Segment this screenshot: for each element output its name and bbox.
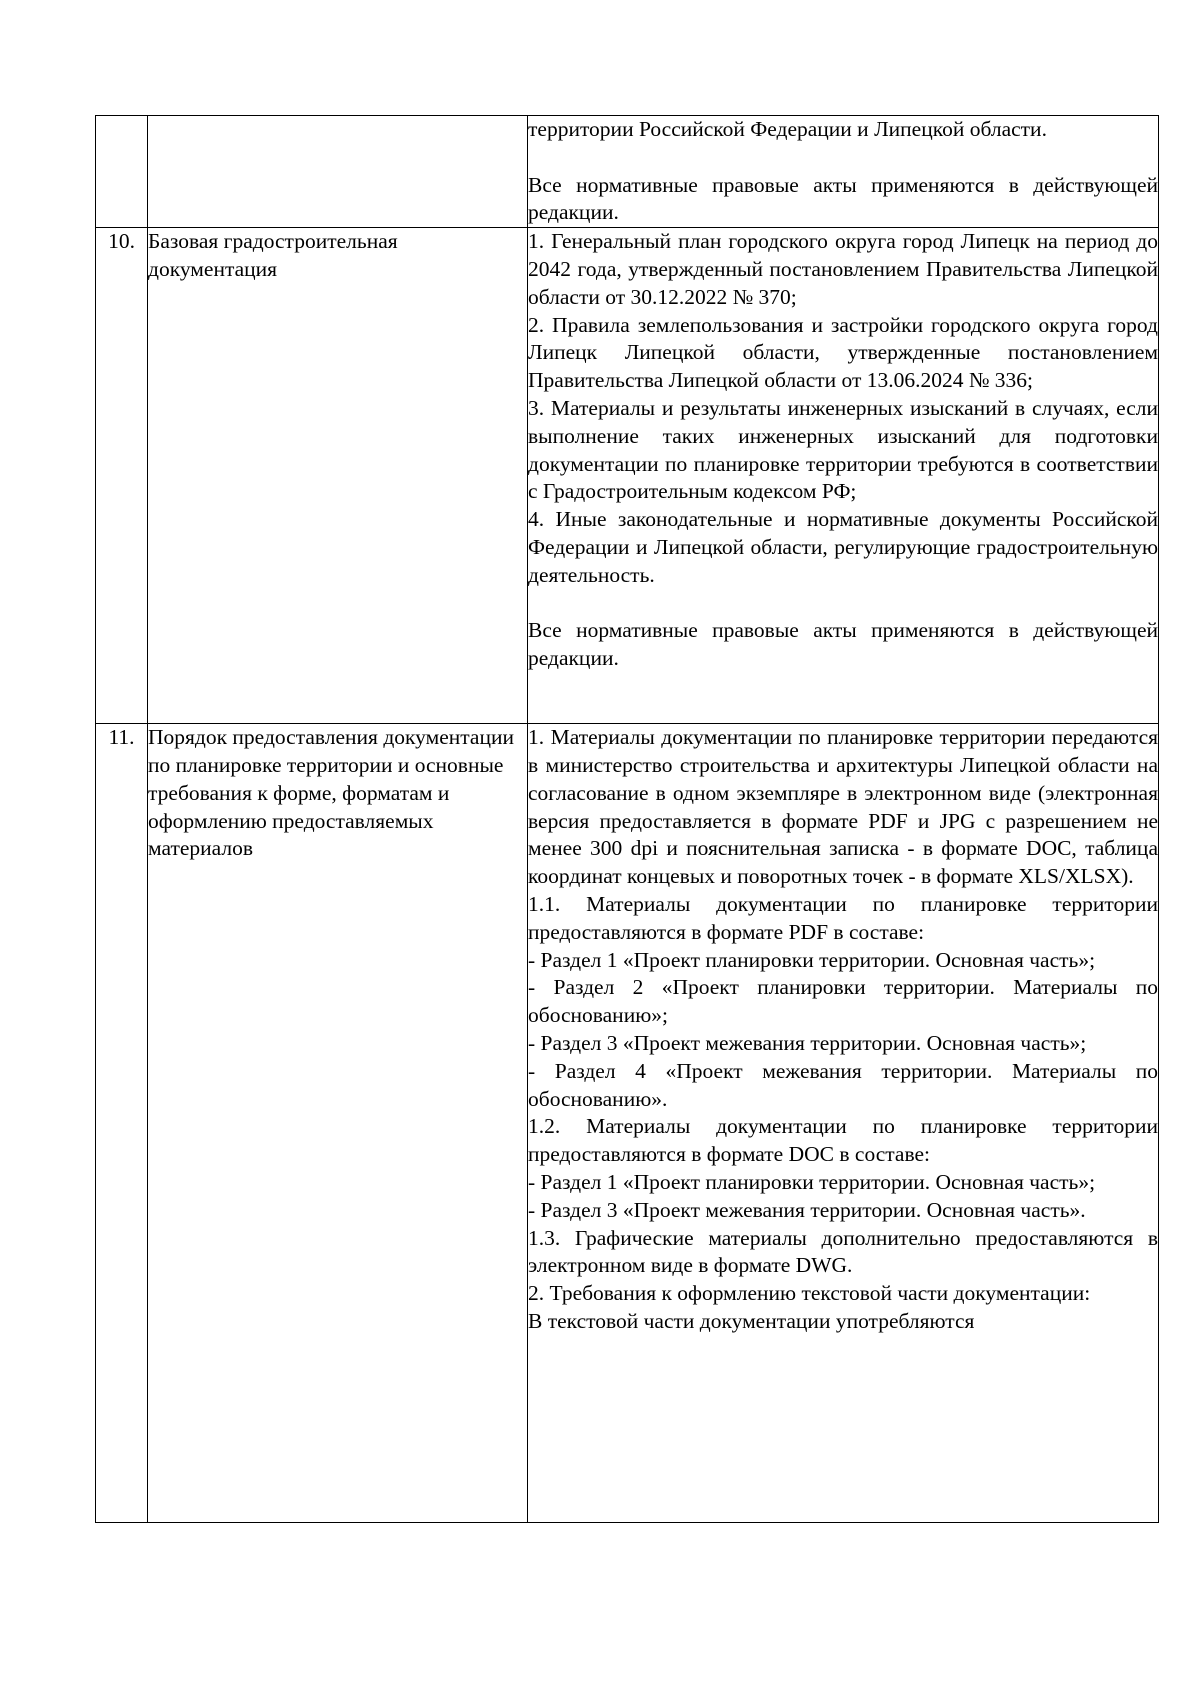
- paragraph: территории Российской Федерации и Липецкой области.: [528, 117, 1047, 141]
- paragraph: 4. Иные законодательные и нормативные документы Российской Федерации и Липецкой области, регулирующие градостроительную деятельность.: [528, 507, 1158, 587]
- paragraph: 1. Генеральный план городского округа город Липецк на период до 2042 года, утвержденный постановлением Правительства Липецкой области от 30.12.2022 № 370;: [528, 229, 1158, 309]
- row-title: [148, 116, 528, 228]
- table-row: [96, 724, 1159, 1523]
- paragraph: - Раздел 3 «Проект межевания территории. Основная часть»;: [528, 1030, 1087, 1055]
- paragraph: 1.1. Материалы документации по планировке территории предоставляются в формате PDF в составе:: [528, 891, 1158, 944]
- row-number: 10.: [96, 228, 148, 724]
- paragraph: 1.2. Материалы документации по планировке территории предоставляются в формате DOC в составе:: [528, 1114, 1158, 1167]
- paragraph: 2. Правила землепользования и застройки городского округа город Липецк Липецкой области, утвержденные постановлением Правительства Липецкой области от 13.06.2024 № 336;: [528, 312, 1158, 393]
- paragraph: - Раздел 1 «Проект планировки территории. Основная часть»;: [528, 1169, 1096, 1194]
- paragraph: 1.3. Графические материалы дополнительно предоставляются в электронном виде в формате DWG.: [528, 1225, 1158, 1278]
- table-row: [96, 116, 1159, 228]
- paragraph: - Раздел 1 «Проект планировки территории. Основная часть»;: [528, 947, 1096, 972]
- paragraph: - Раздел 4 «Проект межевания территории. Материалы по обоснованию».: [528, 1058, 1158, 1111]
- paragraph: - Раздел 2 «Проект планировки территории. Материалы по обоснованию»;: [528, 975, 1158, 1028]
- paragraph: 2. Требования к оформлению текстовой части документации:: [528, 1281, 1091, 1306]
- table-row: [96, 228, 1159, 724]
- row-number: [96, 116, 148, 228]
- row-content: [528, 228, 1159, 724]
- row-title: Порядок предоставления документации по планировке территории и основные требования к форме, форматам и оформлению предоставляемых материалов: [148, 724, 528, 1523]
- row-number: 11.: [96, 724, 148, 1523]
- paragraph: 1. Материалы документации по планировке территории передаются в министерство строительства и архитектуры Липецкой области на согласование в одном экземпляре в электронном виде (электронная версия предоставляется в формате PDF и JPG с разрешением не менее 300 dpi и пояснительная записка - в формате DOC, таблица координат концевых и поворотных точек - в формате XLS/XLSX).: [528, 725, 1158, 889]
- row-title: Базовая градостроительная документация: [148, 228, 528, 724]
- paragraph: Все нормативные правовые акты применяются в действующей редакции.: [528, 618, 1158, 671]
- paragraph: Все нормативные правовые акты применяются в действующей редакции.: [528, 172, 1158, 225]
- paragraph: В текстовой части документации употребляются: [528, 1308, 975, 1333]
- row-content: [528, 116, 1159, 228]
- paragraph: - Раздел 3 «Проект межевания территории. Основная часть».: [528, 1197, 1086, 1222]
- row-content: [528, 724, 1159, 1523]
- requirements-table: [95, 115, 1159, 1523]
- paragraph: 3. Материалы и результаты инженерных изысканий в случаях, если выполнение таких инженерных изысканий для подготовки документации по планировке территории требуются в соответствии с Градостроительным кодексом РФ;: [528, 395, 1158, 504]
